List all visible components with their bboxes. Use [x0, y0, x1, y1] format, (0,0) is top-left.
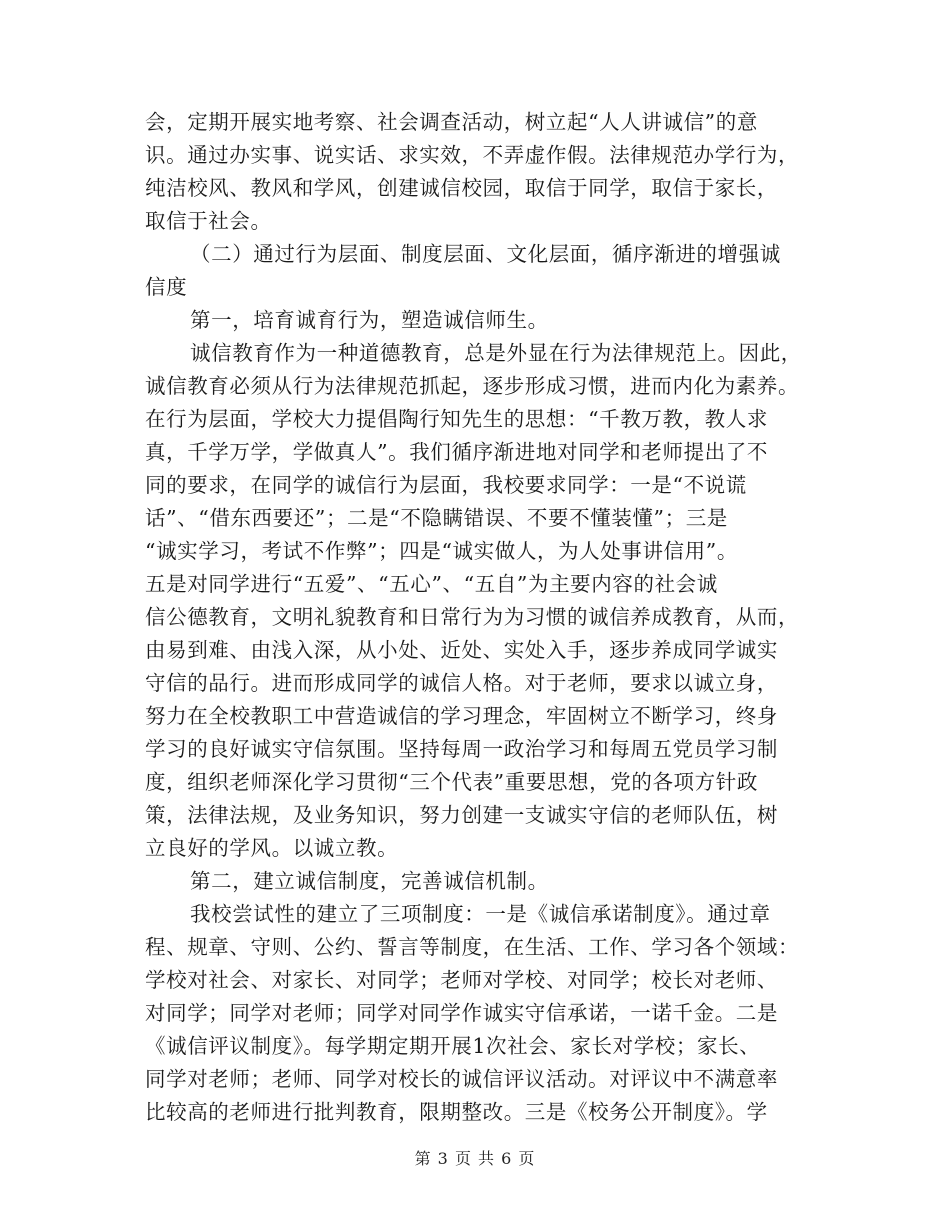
text-line: 守信的品行。进而形成同学的诚信人格。对于老师，要求以诚立身，	[145, 671, 778, 695]
text-line: 我校尝试性的建立了三项制度：一是《诚信承诺制度》。通过章	[190, 902, 771, 926]
text-line: 信公德教育，文明礼貌教育和日常行为为习惯的诚信养成教育，从而，	[145, 605, 800, 629]
text-line: 会，定期开展实地考察、社会调查活动，树立起“人人讲诚信”的意	[145, 110, 758, 134]
text-line: 纯洁校风、教风和学风，创建诚信校园，取信于同学，取信于家长，	[145, 176, 778, 200]
subheading: 第一，培育诚育行为，塑造诚信师生。	[190, 308, 549, 332]
subheading: 第二，建立诚信制度，完善诚信机制。	[190, 869, 549, 893]
text-line: 程、规章、守则、公约、誓言等制度，在生活、工作、学习各个领域：	[145, 935, 800, 959]
text-line: 真，千学万学，学做真人”。我们循序渐进地对同学和老师提出了不	[145, 440, 768, 464]
text-line: 学习的良好诚实守信氛围。坚持每周一政治学习和每周五党员学习制	[145, 737, 778, 761]
text-line: 对同学；同学对老师；同学对同学作诚实守信承诺，一诺千金。二是	[145, 1001, 778, 1025]
text-line: 比较高的老师进行批判教育，限期整改。三是《校务公开制度》。学	[145, 1100, 768, 1124]
text-line: “诚实学习，考试不作弊”；四是“诚实做人，为人处事讲信用”。	[145, 539, 738, 563]
section-heading-cont: 信度	[145, 275, 188, 299]
text-line: 诚信教育作为一种道德教育，总是外显在行为法律规范上。因此，	[190, 341, 802, 365]
text-line: 同学对老师；老师、同学对校长的诚信评议活动。对评议中不满意率	[145, 1067, 778, 1091]
text-line: 五是对同学进行“五爱”、“五心”、“五自”为主要内容的社会诚	[145, 572, 718, 596]
text-line: 同的要求，在同学的诚信行为层面，我校要求同学：一是“不说谎	[145, 473, 747, 497]
text-line: 《诚信评议制度》。每学期定期开展1次社会、家长对学校；家长、	[145, 1034, 761, 1058]
text-line: 取信于社会。	[145, 209, 272, 233]
section-heading: （二）通过行为层面、制度层面、文化层面，循序渐进的增强诚	[190, 242, 781, 266]
text-line: 努力在全校教职工中营造诚信的学习理念，牢固树立不断学习，终身	[145, 704, 778, 728]
page-number-footer: 第 3 页 共 6 页	[414, 1149, 536, 1168]
text-line: 度，组织老师深化学习贯彻“三个代表”重要思想，党的各项方针政	[145, 770, 758, 794]
text-line: 诚信教育必须从行为法律规范抓起，逐步形成习惯，进而内化为素养。	[145, 374, 800, 398]
text-line: 立良好的学风。以诚立教。	[145, 836, 399, 860]
text-line: 识。通过办实事、说实话、求实效，不弄虚作假。法律规范办学行为，	[145, 143, 800, 167]
text-line: 学校对社会、对家长、对同学；老师对学校、对同学；校长对老师、	[145, 968, 778, 992]
text-line: 话”、“借东西要还”；二是“不隐瞒错误、不要不懂装懂”；三是	[145, 506, 728, 530]
text-line: 策，法律法规，及业务知识，努力创建一支诚实守信的老师队伍，树	[145, 803, 778, 827]
text-line: 由易到难、由浅入深，从小处、近处、实处入手，逐步养成同学诚实	[145, 638, 778, 662]
text-line: 在行为层面，学校大力提倡陶行知先生的思想：“千教万教，教人求	[145, 407, 768, 431]
